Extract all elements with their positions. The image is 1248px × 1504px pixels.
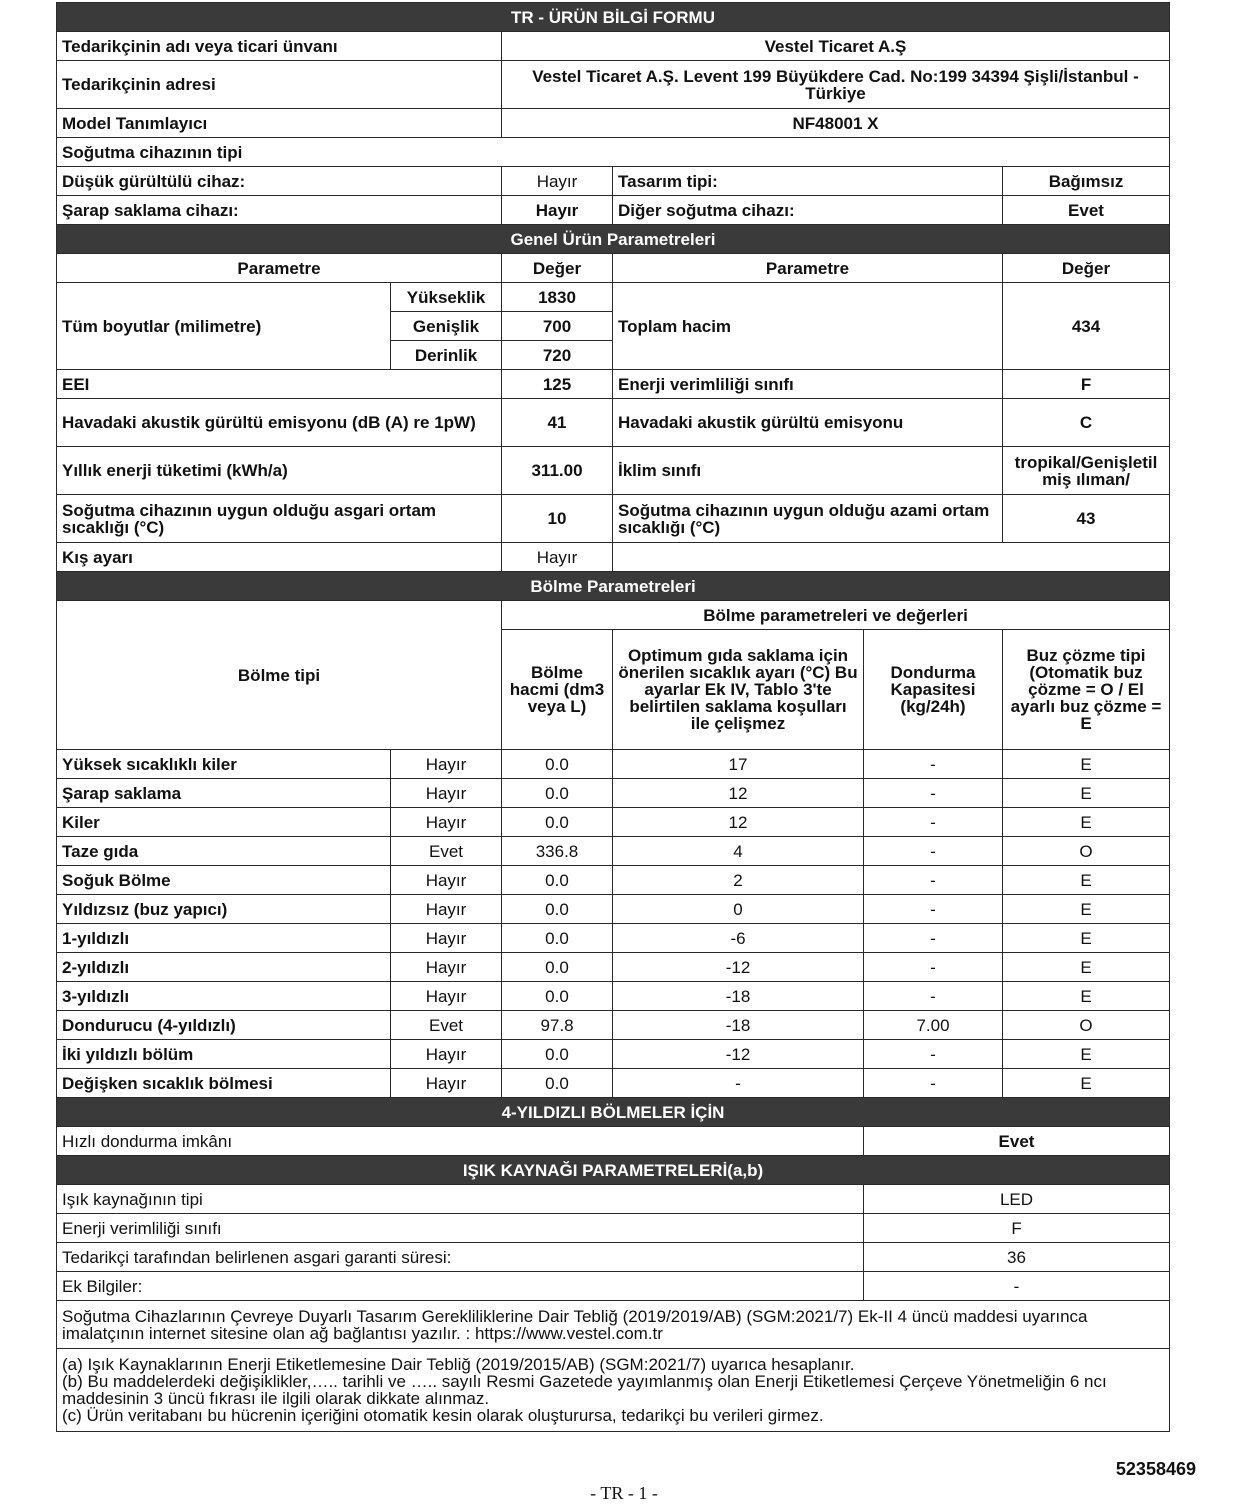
compartment-row [57, 924, 1170, 953]
climate-label: İklim sınıfı [613, 447, 1003, 495]
compartment-defrost: E [1003, 924, 1170, 953]
compartment-temp: 12 [613, 808, 864, 837]
supplier-address-row [57, 61, 1170, 109]
compartment-name: Yıldızsız (buz yapıcı) [57, 895, 391, 924]
compartment-volume: 0.0 [502, 953, 613, 982]
compartment-present: Evet [391, 1011, 502, 1040]
compartment-defrost: E [1003, 953, 1170, 982]
height-value: 1830 [502, 283, 613, 312]
noise-row [57, 399, 1170, 447]
footnotes [57, 1349, 1170, 1432]
compartment-present: Hayır [391, 895, 502, 924]
compartment-present: Hayır [391, 924, 502, 953]
total-volume-value: 434 [1003, 283, 1170, 370]
compartment-row [57, 750, 1170, 779]
noise-class-value: C [1003, 399, 1170, 447]
compartment-capacity: - [864, 924, 1003, 953]
compartment-name: Soğuk Bölme [57, 866, 391, 895]
light-class-label: Enerji verimliliği sınıfı [57, 1214, 864, 1243]
compartment-capacity: - [864, 779, 1003, 808]
energy-class-value: F [1003, 370, 1170, 399]
compartment-volume: 0.0 [502, 1040, 613, 1069]
compartment-capacity: - [864, 895, 1003, 924]
light-type-label: Işık kaynağının tipi [57, 1185, 864, 1214]
extra-info-value: - [864, 1272, 1170, 1301]
supplier-name-row [57, 32, 1170, 61]
warranty-label: Tedarikçi tarafından belirlenen asgari garanti süresi: [57, 1243, 864, 1272]
height-label: Yükseklik [391, 283, 502, 312]
page-number: - TR - 1 - [590, 1483, 658, 1503]
low-noise-label: Düşük gürültülü cihaz: [57, 167, 502, 196]
compartment-row [57, 866, 1170, 895]
appliance-type-label: Soğutma cihazının tipi [57, 138, 1170, 167]
compartment-present: Hayır [391, 750, 502, 779]
compartment-defrost: E [1003, 750, 1170, 779]
compartment-present: Hayır [391, 866, 502, 895]
compartment-temp: 12 [613, 779, 864, 808]
compartment-volume: 0.0 [502, 1069, 613, 1098]
param-header-right: Parametre [613, 254, 1003, 283]
compartment-defrost: E [1003, 982, 1170, 1011]
compartment-defrost: E [1003, 808, 1170, 837]
noise-label: Havadaki akustik gürültü emisyonu (dB (A) re 1pW) [57, 399, 502, 447]
compartment-name: Taze gıda [57, 837, 391, 866]
compartments-header-top [57, 601, 1170, 630]
compartment-present: Evet [391, 837, 502, 866]
noise-class-label: Havadaki akustik gürültü emisyonu [613, 399, 1003, 447]
compartment-row [57, 1069, 1170, 1098]
four-star-title-row [57, 1098, 1170, 1127]
compartment-row [57, 982, 1170, 1011]
compartment-temp: 2 [613, 866, 864, 895]
compartment-temp: -12 [613, 953, 864, 982]
compartment-name: Kiler [57, 808, 391, 837]
compartment-capacity: - [864, 837, 1003, 866]
compartment-name: İki yıldızlı bölüm [57, 1040, 391, 1069]
width-label: Genişlik [391, 312, 502, 341]
compartment-defrost: E [1003, 1069, 1170, 1098]
compartment-temp: 0 [613, 895, 864, 924]
compartment-name: 2-yıldızlı [57, 953, 391, 982]
compartment-capacity: - [864, 982, 1003, 1011]
general-title-row [57, 225, 1170, 254]
document-number: 52358469 [1115, 1459, 1196, 1479]
low-noise-row [57, 167, 1170, 196]
warranty-value: 36 [864, 1243, 1170, 1272]
supplier-name: Vestel Ticaret A.Ş [502, 32, 1170, 61]
light-type-row [57, 1185, 1170, 1214]
compartment-temp: -18 [613, 1011, 864, 1040]
compartment-volume: 0.0 [502, 924, 613, 953]
noise-value: 41 [502, 399, 613, 447]
footnotes-row [57, 1349, 1170, 1432]
other-appliance-value: Evet [1003, 196, 1170, 225]
compartment-capacity: - [864, 1040, 1003, 1069]
compartment-volume: 0.0 [502, 895, 613, 924]
compartment-row [57, 895, 1170, 924]
compartment-temp: -18 [613, 982, 864, 1011]
model-value: NF48001 X [502, 109, 1170, 138]
compartments-title-row [57, 572, 1170, 601]
other-appliance-label: Diğer soğutma cihazı: [613, 196, 1003, 225]
compartment-name: Yüksek sıcaklıklı kiler [57, 750, 391, 779]
compartment-row [57, 953, 1170, 982]
wine-label: Şarap saklama cihazı: [57, 196, 502, 225]
compartment-temp: 4 [613, 837, 864, 866]
footnote-b: (b) Bu maddelerdeki değişiklikler,….. tarihli ve ….. sayılı Resmi Gazetede yayımlanmış olan Enerji Etiketlemesi Çerçeve Yönetmeliğin 6 ncı maddesinin 3 üncü fıkrası ile ilgili olarak dikkate alınmaz. [62, 1372, 1107, 1408]
compartment-row [57, 1011, 1170, 1040]
extra-info-row [57, 1272, 1170, 1301]
fast-freeze-value: Evet [864, 1127, 1170, 1156]
model-label: Model Tanımlayıcı [57, 109, 502, 138]
compartment-volume: 0.0 [502, 750, 613, 779]
compartment-volume: 0.0 [502, 982, 613, 1011]
wine-row [57, 196, 1170, 225]
total-volume-label: Toplam hacim [613, 283, 1003, 370]
compartment-values-header: Bölme parametreleri ve değerleri [502, 601, 1170, 630]
light-class-row [57, 1214, 1170, 1243]
max-temp-label: Soğutma cihazının uygun olduğu azami ortam sıcaklığı (°C) [613, 495, 1003, 543]
eei-value: 125 [502, 370, 613, 399]
compartment-defrost: E [1003, 1040, 1170, 1069]
winter-label: Kış ayarı [57, 543, 502, 572]
dims-label: Tüm boyutlar (milimetre) [57, 283, 391, 370]
supplier-address: Vestel Ticaret A.Ş. Levent 199 Büyükdere Cad. No:199 34394 Şişli/İstanbul - Türkiye [502, 61, 1170, 109]
defrost-header: Buz çözme tipi (Otomatik buz çözme = O / El ayarlı buz çözme = E [1003, 630, 1170, 750]
winter-row [57, 543, 1170, 572]
eei-label: EEI [57, 370, 502, 399]
general-header-row [57, 254, 1170, 283]
compartment-volume: 0.0 [502, 866, 613, 895]
compartment-temp: - [613, 1069, 864, 1098]
compartment-present: Hayır [391, 779, 502, 808]
low-noise-value: Hayır [502, 167, 613, 196]
compartment-name: 3-yıldızlı [57, 982, 391, 1011]
compartment-capacity: 7.00 [864, 1011, 1003, 1040]
four-star-title: 4-YILDIZLI BÖLMELER İÇİN [57, 1098, 1170, 1127]
temp-header: Optimum gıda saklama için önerilen sıcaklık ayarı (°C) Bu ayarlar Ek IV, Tablo 3'te belirtilen saklama koşulları ile çelişmez [613, 630, 864, 750]
link-note: Soğutma Cihazlarının Çevreye Duyarlı Tasarım Gerekliliklerine Dair Tebliğ (2019/2019/AB) (SGM:2021/7) Ek-II 4 üncü maddesi uyarınca imalatçının internet sitesine olan ağ bağlantısı yazılır. : https://www.vestel.com.tr [57, 1301, 1170, 1349]
model-row [57, 109, 1170, 138]
compartment-volume: 97.8 [502, 1011, 613, 1040]
compartment-temp: -12 [613, 1040, 864, 1069]
compartment-name: Şarap saklama [57, 779, 391, 808]
compartment-defrost: E [1003, 866, 1170, 895]
annual-energy-value: 311.00 [502, 447, 613, 495]
compartment-rows [57, 750, 1170, 1098]
param-header-left: Parametre [57, 254, 502, 283]
compartment-capacity: - [864, 1069, 1003, 1098]
warranty-row [57, 1243, 1170, 1272]
min-temp-value: 10 [502, 495, 613, 543]
compartment-present: Hayır [391, 1069, 502, 1098]
compartments-title: Bölme Parametreleri [57, 572, 1170, 601]
compartment-row [57, 1040, 1170, 1069]
compartment-capacity: - [864, 808, 1003, 837]
compartment-present: Hayır [391, 982, 502, 1011]
fast-freeze-label: Hızlı dondurma imkânı [57, 1127, 864, 1156]
fast-freeze-row [57, 1127, 1170, 1156]
compartment-temp: 17 [613, 750, 864, 779]
dims-row-height [57, 283, 1170, 312]
compartment-name: Değişken sıcaklık bölmesi [57, 1069, 391, 1098]
compartment-capacity: - [864, 750, 1003, 779]
light-title: IŞIK KAYNAĞI PARAMETRELERİ(a,b) [57, 1156, 1170, 1185]
compartment-row [57, 808, 1170, 837]
compartment-capacity: - [864, 866, 1003, 895]
appliance-type-row [57, 138, 1170, 167]
compartment-defrost: E [1003, 895, 1170, 924]
light-title-row [57, 1156, 1170, 1185]
winter-empty-cell [613, 543, 1170, 572]
value-header-left: Değer [502, 254, 613, 283]
compartment-name: Dondurucu (4-yıldızlı) [57, 1011, 391, 1040]
supplier-name-label: Tedarikçinin adı veya ticari ünvanı [57, 32, 502, 61]
compartment-volume: 0.0 [502, 779, 613, 808]
compartment-present: Hayır [391, 808, 502, 837]
annual-energy-label: Yıllık enerji tüketimi (kWh/a) [57, 447, 502, 495]
min-temp-label: Soğutma cihazının uygun olduğu asgari ortam sıcaklığı (°C) [57, 495, 502, 543]
footnote-a: (a) Işık Kaynaklarının Enerji Etiketlemesine Dair Tebliğ (2019/2015/AB) (SGM:2021/7) uyarıca hesaplanır. [62, 1355, 855, 1374]
extra-info-label: Ek Bilgiler: [57, 1272, 864, 1301]
depth-value: 720 [502, 341, 613, 370]
volume-header: Bölme hacmi (dm3 veya L) [502, 630, 613, 750]
max-temp-value: 43 [1003, 495, 1170, 543]
form-title: TR - ÜRÜN BİLGİ FORMU [57, 3, 1170, 32]
energy-class-label: Enerji verimliliği sınıfı [613, 370, 1003, 399]
eei-row [57, 370, 1170, 399]
width-value: 700 [502, 312, 613, 341]
light-class-value: F [864, 1214, 1170, 1243]
footnote-c: (c) Ürün veritabanı bu hücrenin içeriğini otomatik kesin olarak oluşturursa, tedarikçi bu verileri girmez. [62, 1406, 824, 1425]
form-title-row [57, 3, 1170, 32]
compartment-present: Hayır [391, 953, 502, 982]
value-header-right: Değer [1003, 254, 1170, 283]
design-type-value: Bağımsız [1003, 167, 1170, 196]
compartment-defrost: O [1003, 1011, 1170, 1040]
general-title: Genel Ürün Parametreleri [57, 225, 1170, 254]
compartment-temp: -6 [613, 924, 864, 953]
compartment-defrost: E [1003, 779, 1170, 808]
compartment-name: 1-yıldızlı [57, 924, 391, 953]
depth-label: Derinlik [391, 341, 502, 370]
ambient-temp-row [57, 495, 1170, 543]
supplier-address-label: Tedarikçinin adresi [57, 61, 502, 109]
compartment-defrost: O [1003, 837, 1170, 866]
freeze-capacity-header: Dondurma Kapasitesi (kg/24h) [864, 630, 1003, 750]
compartment-volume: 336.8 [502, 837, 613, 866]
design-type-label: Tasarım tipi: [613, 167, 1003, 196]
light-type-value: LED [864, 1185, 1170, 1214]
link-note-row [57, 1301, 1170, 1349]
compartment-row [57, 837, 1170, 866]
wine-value: Hayır [502, 196, 613, 225]
annual-energy-row [57, 447, 1170, 495]
compartment-present: Hayır [391, 1040, 502, 1069]
product-info-form [56, 2, 1170, 1432]
compartment-row [57, 779, 1170, 808]
climate-value: tropikal/Genişletilmiş ılıman/ [1003, 447, 1170, 495]
winter-value: Hayır [502, 543, 613, 572]
compartment-volume: 0.0 [502, 808, 613, 837]
compartment-capacity: - [864, 953, 1003, 982]
compartment-type-header: Bölme tipi [57, 601, 502, 750]
